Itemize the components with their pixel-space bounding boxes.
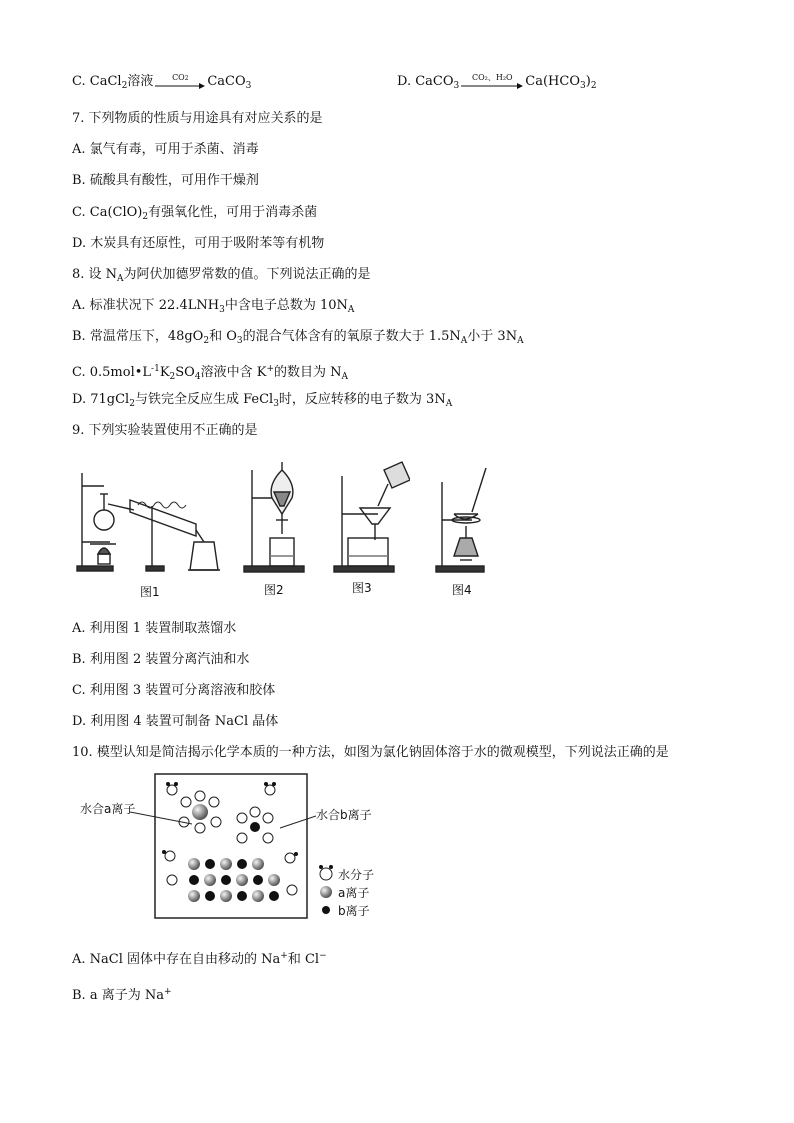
q10-option-a: A. NaCl 固体中存在自由移动的 Na+和 Cl− <box>72 951 327 967</box>
q10-stem: 10. 模型认知是简洁揭示化学本质的一种方法，如图为氯化钠固体溶于水的微观模型，下列说法正确的是 <box>72 745 669 760</box>
q8-option-b: B. 常温常压下，$48gO_2$和 $O_3$的混合气体含有的氧原子数大于 $1.5N_A$小于 $3N_A$ <box>72 329 524 346</box>
q8-option-d: D. 71gCl$_2$与铁完全反应生成 FeCl$_3$时，反应转移的电子数为 $3N_A$ <box>72 392 453 409</box>
evaporation-apparatus-figure <box>432 462 492 576</box>
q8-stem: 8. 设 $N_A$为阿伏加德罗常数的值。下列说法正确的是 <box>72 267 371 284</box>
pointer-line-a <box>130 808 200 828</box>
q9-option-a: A. 利用图 1 装置制取蒸馏水 <box>72 621 237 636</box>
label-hydrated-a-ion: 水合a离子 <box>80 802 136 816</box>
legend-a-ion: a离子 <box>338 886 370 900</box>
q6-option-c: C. CaCl$_2$溶液 CO2 CaCO$_3$ <box>72 72 252 91</box>
q7-stem: 7. 下列物质的性质与用途具有对应关系的是 <box>72 111 323 126</box>
q7-option-d: D. 木炭具有还原性，可用于吸附苯等有机物 <box>72 236 325 251</box>
q7-option-c: C. $Ca(ClO)_2$有强氧化性，可用于消毒杀菌 <box>72 205 318 222</box>
q10-option-b: B. a 离子为 Na+ <box>72 987 172 1003</box>
reaction-arrow-icon: CO2 <box>155 75 205 89</box>
legend-water-molecule: 水分子 <box>338 868 375 882</box>
pointer-line-b <box>276 812 316 832</box>
q9-option-c: C. 利用图 3 装置可分离溶液和胶体 <box>72 683 276 698</box>
model-legend-icons <box>316 864 338 916</box>
label-hydrated-b-ion: 水合b离子 <box>316 808 372 822</box>
q9-stem: 9. 下列实验装置使用不正确的是 <box>72 423 258 438</box>
legend-b-ion: b离子 <box>338 904 370 918</box>
q7-option-b: B. 硫酸具有酸性，可用作干燥剂 <box>72 173 259 188</box>
q7-option-a: A. 氯气有毒，可用于杀菌、消毒 <box>72 142 259 157</box>
figure-2-label: 图2 <box>264 583 284 597</box>
q9-option-d: D. 利用图 4 装置可制备 NaCl 晶体 <box>72 714 279 729</box>
separatory-funnel-figure <box>238 458 308 576</box>
q8-option-a: A. 标准状况下 $22.4LNH_3$中含电子总数为 $10N_A$ <box>72 298 355 315</box>
figure-4-label: 图4 <box>452 583 472 597</box>
nacl-dissolution-model <box>150 772 310 920</box>
q9-option-b: B. 利用图 2 装置分离汽油和水 <box>72 652 250 667</box>
figure-1-label: 图1 <box>140 585 160 599</box>
q6-option-d: D. CaCO$_3$ CO₂、H₂O $Ca(HCO_3)_2$ <box>397 72 597 91</box>
distillation-apparatus-figure <box>72 458 222 576</box>
q8-option-c: C. $0.5mol•L^{-1}K_2SO_4$溶液中含 K+的数目为 $N_A$ <box>72 364 349 382</box>
figure-3-label: 图3 <box>352 581 372 595</box>
reaction-arrow-icon: CO₂、H₂O <box>461 75 523 89</box>
filtration-apparatus-figure <box>330 460 410 576</box>
